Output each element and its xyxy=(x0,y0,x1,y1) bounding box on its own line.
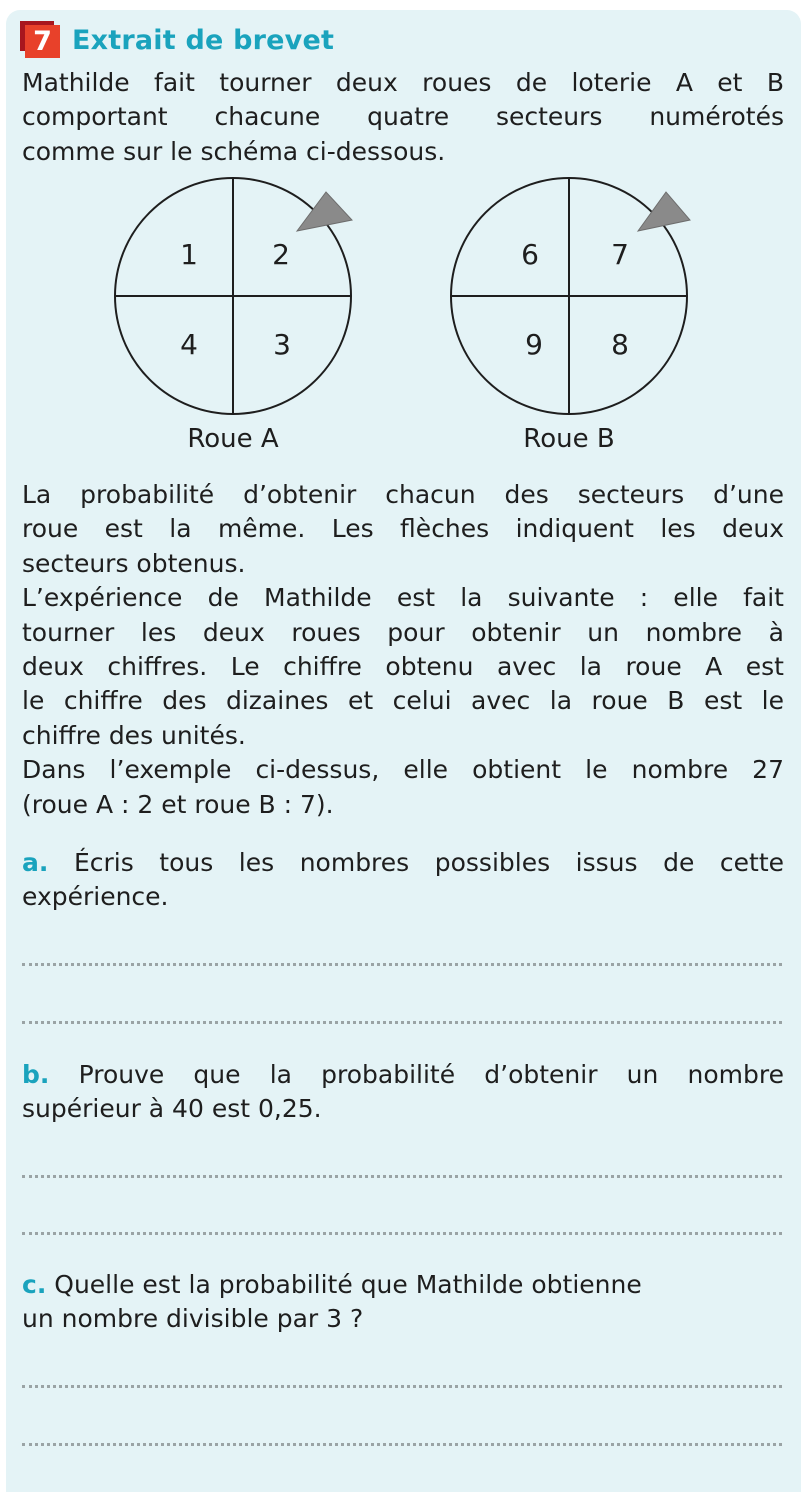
body-line: La probabilité d’obtenir chacun des secteurs d’une xyxy=(22,480,784,509)
body-line: chiffre des unités. xyxy=(22,720,246,750)
wheel-a xyxy=(115,178,352,454)
wheel-b-arrow-icon xyxy=(638,192,690,231)
wheel-b-sector: 7 xyxy=(611,238,629,271)
question-c-text: Quelle est la probabilité que Mathilde obtienne xyxy=(54,1270,642,1299)
question-c-line: un nombre divisible par 3 ? xyxy=(22,1304,364,1334)
wheel-a-label: Roue A xyxy=(187,424,279,454)
wheel-b-sector: 9 xyxy=(525,328,543,361)
wheel-b-sector: 8 xyxy=(611,328,629,361)
question-b-text: Prouve que la probabilité d’obtenir un nombre xyxy=(78,1060,784,1089)
question-a-line xyxy=(22,846,784,880)
exercise-header xyxy=(20,20,334,60)
question-c xyxy=(22,1268,784,1337)
wheel-a-sector: 3 xyxy=(273,328,291,361)
answer-line-a2[interactable] xyxy=(22,1021,782,1024)
intro-line: comme sur le schéma ci-dessous. xyxy=(22,136,446,166)
intro-line: comportant chacune quatre secteurs numérotés xyxy=(22,102,784,132)
body-line: tourner les deux roues pour obtenir un nombre à xyxy=(22,617,784,647)
wheel-b xyxy=(451,178,690,454)
question-b-line xyxy=(22,1058,784,1092)
wheel-b-sector: 6 xyxy=(521,238,539,271)
body-line: L’expérience de Mathilde est la suivante : elle fait xyxy=(22,583,784,613)
answer-line-c2[interactable] xyxy=(22,1443,782,1446)
exercise-title: Extrait de brevet xyxy=(72,24,335,56)
answer-line-a1[interactable] xyxy=(22,963,782,966)
question-c-label: c. xyxy=(22,1270,47,1299)
exercise-number-badge xyxy=(20,21,60,59)
question-a-line: expérience. xyxy=(22,882,169,912)
answer-line-b2[interactable] xyxy=(22,1232,782,1235)
wheel-a-sector: 2 xyxy=(272,238,290,271)
body-line: secteurs obtenus. xyxy=(22,548,246,578)
answer-line-b1[interactable] xyxy=(22,1175,782,1178)
answer-line-c1[interactable] xyxy=(22,1385,782,1388)
body-paragraph xyxy=(22,478,784,822)
question-c-line xyxy=(22,1268,784,1302)
intro-line: Mathilde fait tourner deux roues de loterie A et B xyxy=(22,68,784,97)
wheel-b-label: Roue B xyxy=(523,424,615,454)
question-a-label: a. xyxy=(22,848,49,877)
question-a xyxy=(22,846,784,915)
question-b-line: supérieur à 40 est 0,25. xyxy=(22,1094,322,1124)
wheel-a-arrow-icon xyxy=(297,192,352,231)
question-b xyxy=(22,1058,784,1127)
wheel-a-sector: 4 xyxy=(180,328,198,361)
exercise-number: 7 xyxy=(25,25,60,58)
intro-paragraph xyxy=(22,66,784,169)
lottery-wheels-diagram xyxy=(100,170,720,465)
body-line: Dans l’exemple ci-dessus, elle obtient le nombre 27 xyxy=(22,755,784,785)
question-b-label: b. xyxy=(22,1060,50,1089)
body-line: le chiffre des dizaines et celui avec la roue B est le xyxy=(22,686,784,716)
wheel-a-sector: 1 xyxy=(180,238,198,271)
body-line: (roue A : 2 et roue B : 7). xyxy=(22,789,334,819)
body-line: roue est la même. Les flèches indiquent les deux xyxy=(22,514,784,544)
body-line: deux chiffres. Le chiffre obtenu avec la roue A est xyxy=(22,652,784,682)
question-a-text: Écris tous les nombres possibles issus de cette xyxy=(73,848,785,877)
